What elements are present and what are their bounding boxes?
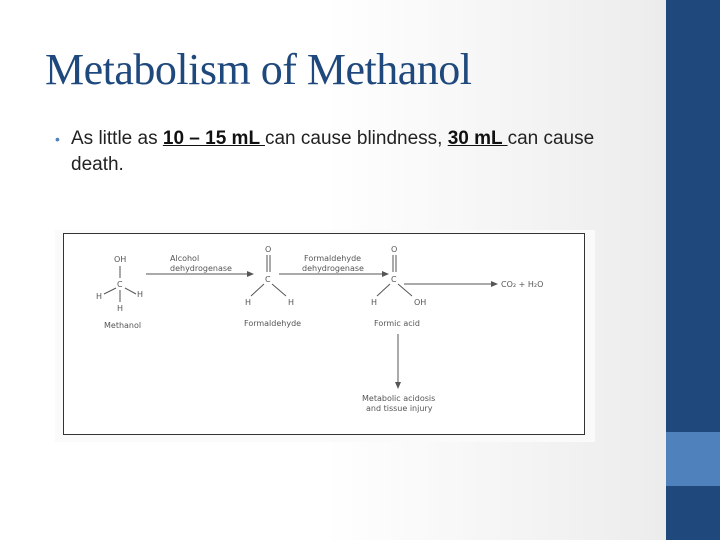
methanol-h-bottom: H — [117, 304, 124, 313]
bond — [251, 284, 264, 296]
formaldehyde-c: C — [265, 275, 271, 284]
arrow-down-head — [395, 382, 401, 389]
bullet-item — [55, 126, 630, 178]
methanol-label: Methanol — [104, 321, 142, 330]
slide-title: Metabolism of Methanol — [45, 45, 472, 94]
bullet-text — [71, 126, 630, 178]
formaldehyde-label: Formaldehyde — [244, 319, 302, 328]
arrow-3-head — [491, 281, 498, 287]
outcome-line2: and tissue injury — [366, 404, 433, 413]
arrow-1-head — [247, 271, 254, 277]
enzyme1-line1: Alcohol — [170, 254, 200, 263]
methanol-c: C — [117, 280, 123, 289]
bullet-dot-icon: • — [55, 131, 60, 147]
formic-acid-label: Formic acid — [374, 319, 420, 328]
metabolism-diagram — [63, 233, 585, 435]
methanol-h-left: H — [96, 292, 103, 301]
formaldehyde-h-right: H — [288, 298, 295, 307]
products-label: CO₂ + H₂O — [501, 280, 544, 289]
dose-blindness: 10 – 15 mL — [162, 128, 265, 149]
methanol-h-right: H — [137, 290, 144, 299]
enzyme1-line2: dehydrogenase — [170, 264, 232, 273]
formaldehyde-o: O — [265, 245, 272, 254]
dose-death: 30 mL — [447, 128, 508, 149]
enzyme2-line2: dehydrogenase — [302, 264, 364, 273]
formic-c: C — [391, 275, 397, 284]
bullet-prefix: As little as — [71, 128, 163, 149]
formic-h: H — [371, 298, 378, 307]
bullet-middle: can cause blindness, — [264, 128, 448, 149]
bond — [272, 284, 286, 296]
bond — [377, 284, 390, 296]
enzyme2-line1: Formaldehyde — [304, 254, 362, 263]
formaldehyde-h-left: H — [245, 298, 252, 307]
bullet-suffix: can cause death. — [71, 128, 595, 175]
methanol-oh: OH — [114, 255, 127, 264]
bond — [104, 288, 116, 294]
outcome-line1: Metabolic acidosis — [362, 394, 436, 403]
arrow-2-head — [382, 271, 389, 277]
sidebar-accent-block — [666, 432, 720, 486]
pathway-svg — [64, 234, 584, 434]
bond — [398, 284, 412, 296]
formic-oh: OH — [414, 298, 427, 307]
formic-o: O — [391, 245, 398, 254]
bond — [125, 288, 136, 294]
